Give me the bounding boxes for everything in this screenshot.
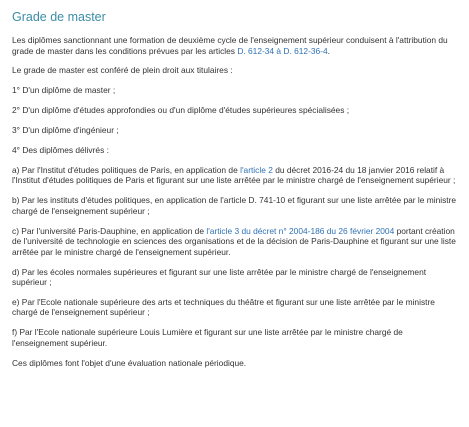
- conferral-paragraph: Le grade de master est conféré de plein droit aux titulaires :: [12, 65, 233, 76]
- decree-2004-186-link[interactable]: l'article 3 du décret n° 2004-186 du 26 février 2004: [206, 225, 395, 236]
- sub-item-c-text2: portant création de l'université de technologie en sciences des organisations et de la décision de Paris-Dauphine et figurant sur une liste arrêtée par le ministre chargé de l'enseignement supérieur.: [12, 225, 456, 257]
- sub-item-b: b) Par les instituts d'études politiques, en application de l'article D. 741-10 et figurant sur une liste arrêtée par le ministre chargé de l'enseignement supérieur ;: [12, 195, 457, 216]
- sub-item-c: [12, 226, 459, 258]
- sub-item-a-text2: du décret 2016-24 du 18 janvier 2016 relatif à l'Institut d'études politiques de Paris et figurant sur une liste arrêtée par le ministre chargé de l'enseignement supérieur ;: [12, 164, 456, 186]
- sub-item-a-text1: a) Par l'Institut d'études politiques de Paris, en application de: [12, 164, 241, 175]
- intro-text: Les diplômes sanctionnant une formation de deuxième cycle de l'enseignement supérieur conduisent à l'attribution du grade de master dans les conditions prévues par les articles: [12, 35, 448, 56]
- article-2-link[interactable]: l'article 2: [240, 164, 273, 175]
- sub-item-c-text1: c) Par l'université Paris-Dauphine, en application de: [12, 225, 207, 236]
- intro-end: .: [327, 45, 330, 56]
- list-item-ingenieur: 3° D'un diplôme d'ingénieur ;: [12, 125, 119, 136]
- sub-item-e: e) Par l'Ecole nationale supérieure des arts et techniques du théâtre et figurant sur une liste arrêtée par le ministre chargé de l'enseignement supérieur ;: [12, 296, 435, 318]
- sub-item-a: [12, 165, 459, 186]
- list-item-master: 1° D'un diplôme de master ;: [12, 85, 116, 96]
- closing-paragraph: Ces diplômes font l'objet d'une évaluation nationale périodique.: [12, 357, 247, 368]
- articles-link[interactable]: D. 612-34 à D. 612-36-4: [237, 45, 328, 56]
- intro-paragraph: [12, 35, 459, 56]
- page-title: Grade de master: [12, 10, 106, 24]
- list-item-dea-dess: 2° D'un diplôme d'études approfondies ou d'un diplôme d'études supérieures spécialisées ;: [12, 105, 350, 116]
- sub-item-f: f) Par l'Ecole nationale supérieure Louis Lumière et figurant sur une liste arrêtée par le ministre chargé de l'enseignement supérieur.: [12, 327, 403, 348]
- sub-item-d: d) Par les écoles normales supérieures et figurant sur une liste arrêtée par le ministre chargé de l'enseignement supérieur ;: [12, 266, 427, 288]
- list-item-diplomes: 4° Des diplômes délivrés :: [12, 144, 109, 155]
